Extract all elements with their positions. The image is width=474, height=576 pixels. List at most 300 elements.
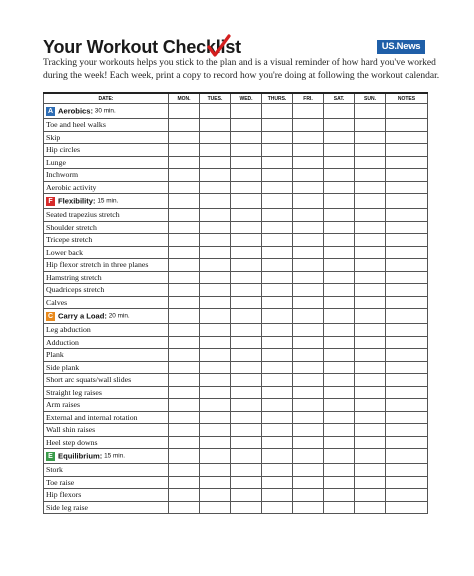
day-check-cell[interactable] (262, 436, 293, 449)
day-check-cell[interactable] (324, 156, 355, 169)
exercise-row (44, 221, 428, 234)
day-check-cell[interactable] (262, 501, 293, 514)
exercise-row (44, 156, 428, 169)
day-check-cell[interactable] (293, 476, 324, 489)
day-check-cell[interactable] (293, 336, 324, 349)
day-check-cell[interactable] (200, 131, 231, 144)
day-check-cell[interactable] (262, 374, 293, 387)
notes-cell[interactable] (386, 336, 428, 349)
day-check-cell[interactable] (262, 246, 293, 259)
day-check-cell[interactable] (262, 221, 293, 234)
day-check-cell[interactable] (293, 169, 324, 182)
day-check-cell[interactable] (324, 131, 355, 144)
day-check-cell[interactable] (324, 361, 355, 374)
day-check-cell[interactable] (262, 131, 293, 144)
day-check-cell[interactable] (355, 464, 386, 477)
column-header-sat: SAT. (324, 93, 355, 104)
day-check-cell[interactable] (293, 501, 324, 514)
day-check-cell[interactable] (355, 156, 386, 169)
blank-cell (293, 104, 324, 119)
exercise-row (44, 489, 428, 502)
exercise-row (44, 386, 428, 399)
day-check-cell[interactable] (169, 144, 200, 157)
day-check-cell[interactable] (169, 259, 200, 272)
day-check-cell[interactable] (355, 436, 386, 449)
day-check-cell[interactable] (324, 489, 355, 502)
notes-cell[interactable] (386, 144, 428, 157)
exercise-name: Arm raises (44, 399, 169, 412)
exercise-name: Toe raise (44, 476, 169, 489)
blank-cell (293, 194, 324, 209)
day-check-cell[interactable] (324, 411, 355, 424)
day-check-cell[interactable] (355, 399, 386, 412)
day-check-cell[interactable] (231, 476, 262, 489)
day-check-cell[interactable] (262, 234, 293, 247)
exercise-name: Hamstring stretch (44, 271, 169, 284)
section-duration: 15 min. (102, 452, 126, 460)
day-check-cell[interactable] (231, 386, 262, 399)
exercise-name: Tricepe stretch (44, 234, 169, 247)
notes-cell[interactable] (386, 246, 428, 259)
day-check-cell[interactable] (355, 246, 386, 259)
day-check-cell[interactable] (355, 259, 386, 272)
day-check-cell[interactable] (355, 234, 386, 247)
day-check-cell[interactable] (324, 336, 355, 349)
usnews-logo: US.News (377, 40, 425, 54)
day-check-cell[interactable] (200, 234, 231, 247)
section-duration: 20 min. (106, 312, 130, 320)
day-check-cell[interactable] (293, 181, 324, 194)
day-check-cell[interactable] (231, 234, 262, 247)
column-header-mon: MON. (169, 93, 200, 104)
notes-cell[interactable] (386, 476, 428, 489)
day-check-cell[interactable] (169, 246, 200, 259)
day-check-cell[interactable] (293, 246, 324, 259)
day-check-cell[interactable] (262, 181, 293, 194)
blank-cell (293, 309, 324, 324)
day-check-cell[interactable] (200, 424, 231, 437)
section-duration: 15 min. (95, 197, 119, 205)
day-check-cell[interactable] (293, 156, 324, 169)
notes-cell[interactable] (386, 156, 428, 169)
notes-cell[interactable] (386, 489, 428, 502)
exercise-row (44, 284, 428, 297)
blank-cell (169, 309, 200, 324)
notes-cell[interactable] (386, 181, 428, 194)
section-name: Aerobics: (58, 106, 94, 116)
day-check-cell[interactable] (293, 271, 324, 284)
day-check-cell[interactable] (355, 476, 386, 489)
day-check-cell[interactable] (262, 169, 293, 182)
day-check-cell[interactable] (324, 144, 355, 157)
day-check-cell[interactable] (200, 361, 231, 374)
blank-cell (262, 194, 293, 209)
day-check-cell[interactable] (169, 349, 200, 362)
day-check-cell[interactable] (231, 361, 262, 374)
notes-cell[interactable] (386, 386, 428, 399)
day-check-cell[interactable] (231, 221, 262, 234)
column-header-fri: FRI. (293, 93, 324, 104)
exercise-row (44, 169, 428, 182)
day-check-cell[interactable] (200, 144, 231, 157)
blank-cell (355, 194, 386, 209)
notes-cell[interactable] (386, 324, 428, 337)
day-check-cell[interactable] (231, 284, 262, 297)
exercise-row (44, 464, 428, 477)
day-check-cell[interactable] (169, 436, 200, 449)
day-check-cell[interactable] (262, 271, 293, 284)
day-check-cell[interactable] (262, 476, 293, 489)
day-check-cell[interactable] (200, 156, 231, 169)
blank-cell (169, 104, 200, 119)
day-check-cell[interactable] (324, 221, 355, 234)
notes-cell[interactable] (386, 501, 428, 514)
blank-cell (386, 194, 428, 209)
day-check-cell[interactable] (262, 386, 293, 399)
day-check-cell[interactable] (200, 221, 231, 234)
red-checkmark-icon (206, 33, 232, 59)
day-check-cell[interactable] (355, 424, 386, 437)
day-check-cell[interactable] (200, 349, 231, 362)
day-check-cell[interactable] (231, 324, 262, 337)
day-check-cell[interactable] (324, 424, 355, 437)
notes-cell[interactable] (386, 119, 428, 132)
blank-cell (324, 104, 355, 119)
section-header-row (44, 309, 428, 324)
day-check-cell[interactable] (262, 144, 293, 157)
day-check-cell[interactable] (293, 131, 324, 144)
day-check-cell[interactable] (293, 374, 324, 387)
exercise-name: Calves (44, 296, 169, 309)
blank-cell (200, 194, 231, 209)
column-header-sun: SUN. (355, 93, 386, 104)
day-check-cell[interactable] (355, 489, 386, 502)
day-check-cell[interactable] (231, 271, 262, 284)
notes-cell[interactable] (386, 374, 428, 387)
exercise-name: Lower back (44, 246, 169, 259)
day-check-cell[interactable] (200, 284, 231, 297)
section-letter-badge: C (47, 312, 54, 320)
day-check-cell[interactable] (169, 131, 200, 144)
day-check-cell[interactable] (355, 271, 386, 284)
day-check-cell[interactable] (200, 411, 231, 424)
day-check-cell[interactable] (293, 324, 324, 337)
day-check-cell[interactable] (231, 246, 262, 259)
section-title-cell (44, 194, 169, 209)
day-check-cell[interactable] (262, 324, 293, 337)
day-check-cell[interactable] (355, 374, 386, 387)
day-check-cell[interactable] (169, 411, 200, 424)
day-check-cell[interactable] (293, 284, 324, 297)
day-check-cell[interactable] (200, 246, 231, 259)
day-check-cell[interactable] (293, 234, 324, 247)
day-check-cell[interactable] (324, 464, 355, 477)
exercise-row (44, 424, 428, 437)
day-check-cell[interactable] (200, 259, 231, 272)
day-check-cell[interactable] (169, 209, 200, 222)
day-check-cell[interactable] (324, 501, 355, 514)
day-check-cell[interactable] (169, 296, 200, 309)
day-check-cell[interactable] (231, 259, 262, 272)
blank-cell (231, 309, 262, 324)
exercise-name: Seated trapezius stretch (44, 209, 169, 222)
blank-cell (386, 449, 428, 464)
exercise-row (44, 349, 428, 362)
day-check-cell[interactable] (200, 271, 231, 284)
day-check-cell[interactable] (200, 181, 231, 194)
day-check-cell[interactable] (355, 209, 386, 222)
day-check-cell[interactable] (262, 156, 293, 169)
day-check-cell[interactable] (169, 386, 200, 399)
day-check-cell[interactable] (293, 209, 324, 222)
day-check-cell[interactable] (231, 436, 262, 449)
day-check-cell[interactable] (200, 489, 231, 502)
day-check-cell[interactable] (169, 489, 200, 502)
day-check-cell[interactable] (169, 374, 200, 387)
day-check-cell[interactable] (231, 181, 262, 194)
notes-cell[interactable] (386, 399, 428, 412)
blank-cell (386, 104, 428, 119)
day-check-cell[interactable] (293, 119, 324, 132)
day-check-cell[interactable] (169, 424, 200, 437)
day-check-cell[interactable] (231, 156, 262, 169)
notes-cell[interactable] (386, 296, 428, 309)
day-check-cell[interactable] (355, 501, 386, 514)
day-check-cell[interactable] (355, 361, 386, 374)
day-check-cell[interactable] (262, 489, 293, 502)
exercise-row (44, 181, 428, 194)
section-letter-badge: A (47, 107, 54, 115)
day-check-cell[interactable] (231, 411, 262, 424)
day-check-cell[interactable] (200, 386, 231, 399)
notes-cell[interactable] (386, 169, 428, 182)
day-check-cell[interactable] (262, 296, 293, 309)
day-check-cell[interactable] (231, 169, 262, 182)
day-check-cell[interactable] (200, 119, 231, 132)
day-check-cell[interactable] (169, 336, 200, 349)
day-check-cell[interactable] (324, 259, 355, 272)
notes-cell[interactable] (386, 411, 428, 424)
day-check-cell[interactable] (200, 436, 231, 449)
notes-cell[interactable] (386, 221, 428, 234)
day-check-cell[interactable] (262, 399, 293, 412)
day-check-cell[interactable] (355, 411, 386, 424)
day-check-cell[interactable] (169, 464, 200, 477)
exercise-row (44, 271, 428, 284)
notes-cell[interactable] (386, 464, 428, 477)
page-title: Your Workout Checklist (43, 37, 241, 57)
notes-cell[interactable] (386, 131, 428, 144)
day-check-cell[interactable] (293, 349, 324, 362)
blank-cell (355, 449, 386, 464)
day-check-cell[interactable] (231, 349, 262, 362)
day-check-cell[interactable] (231, 374, 262, 387)
notes-cell[interactable] (386, 209, 428, 222)
day-check-cell[interactable] (293, 259, 324, 272)
exercise-row (44, 119, 428, 132)
section-header-row (44, 449, 428, 464)
day-check-cell[interactable] (231, 296, 262, 309)
day-check-cell[interactable] (293, 489, 324, 502)
day-check-cell[interactable] (324, 296, 355, 309)
exercise-name: Skip (44, 131, 169, 144)
notes-cell[interactable] (386, 271, 428, 284)
day-check-cell[interactable] (169, 476, 200, 489)
day-check-cell[interactable] (231, 424, 262, 437)
notes-cell[interactable] (386, 436, 428, 449)
day-check-cell[interactable] (169, 119, 200, 132)
day-check-cell[interactable] (200, 374, 231, 387)
day-check-cell[interactable] (324, 324, 355, 337)
exercise-row (44, 259, 428, 272)
day-check-cell[interactable] (324, 476, 355, 489)
exercise-row (44, 234, 428, 247)
day-check-cell[interactable] (324, 209, 355, 222)
notes-cell[interactable] (386, 259, 428, 272)
day-check-cell[interactable] (355, 336, 386, 349)
day-check-cell[interactable] (355, 181, 386, 194)
day-check-cell[interactable] (324, 271, 355, 284)
exercise-name: Straight leg raises (44, 386, 169, 399)
day-check-cell[interactable] (169, 324, 200, 337)
exercise-row (44, 361, 428, 374)
day-check-cell[interactable] (293, 464, 324, 477)
day-check-cell[interactable] (324, 349, 355, 362)
exercise-name: Hip flexors (44, 489, 169, 502)
day-check-cell[interactable] (293, 296, 324, 309)
notes-cell[interactable] (386, 361, 428, 374)
day-check-cell[interactable] (169, 284, 200, 297)
day-check-cell[interactable] (169, 169, 200, 182)
day-check-cell[interactable] (200, 336, 231, 349)
day-check-cell[interactable] (262, 209, 293, 222)
day-check-cell[interactable] (200, 399, 231, 412)
day-check-cell[interactable] (231, 464, 262, 477)
day-check-cell[interactable] (355, 119, 386, 132)
day-check-cell[interactable] (355, 386, 386, 399)
day-check-cell[interactable] (324, 246, 355, 259)
exercise-name: Plank (44, 349, 169, 362)
day-check-cell[interactable] (293, 144, 324, 157)
day-check-cell[interactable] (324, 234, 355, 247)
day-check-cell[interactable] (355, 131, 386, 144)
section-name: Carry a Load: (58, 311, 107, 321)
day-check-cell[interactable] (262, 349, 293, 362)
day-check-cell[interactable] (324, 169, 355, 182)
exercise-row (44, 324, 428, 337)
day-check-cell[interactable] (293, 386, 324, 399)
exercise-name: External and internal rotation (44, 411, 169, 424)
day-check-cell[interactable] (293, 221, 324, 234)
notes-cell[interactable] (386, 284, 428, 297)
exercise-name: Lunge (44, 156, 169, 169)
day-check-cell[interactable] (355, 284, 386, 297)
day-check-cell[interactable] (262, 259, 293, 272)
day-check-cell[interactable] (324, 284, 355, 297)
day-check-cell[interactable] (293, 411, 324, 424)
notes-cell[interactable] (386, 234, 428, 247)
blank-cell (262, 449, 293, 464)
day-check-cell[interactable] (355, 349, 386, 362)
day-check-cell[interactable] (231, 131, 262, 144)
day-check-cell[interactable] (169, 501, 200, 514)
day-check-cell[interactable] (324, 119, 355, 132)
blank-cell (231, 194, 262, 209)
day-check-cell[interactable] (231, 489, 262, 502)
blank-cell (262, 309, 293, 324)
day-check-cell[interactable] (355, 324, 386, 337)
day-check-cell[interactable] (293, 399, 324, 412)
day-check-cell[interactable] (262, 336, 293, 349)
day-check-cell[interactable] (231, 144, 262, 157)
day-check-cell[interactable] (200, 501, 231, 514)
day-check-cell[interactable] (200, 324, 231, 337)
day-check-cell[interactable] (324, 399, 355, 412)
day-check-cell[interactable] (200, 464, 231, 477)
day-check-cell[interactable] (169, 221, 200, 234)
intro-text: Tracking your workouts helps you stick to the plan and is a visual reminder of how hard you've worked during the week! Each week, print a copy to record how you're doing at following the workout calendar. (43, 58, 440, 81)
day-check-cell[interactable] (324, 374, 355, 387)
day-check-cell[interactable] (231, 501, 262, 514)
notes-cell[interactable] (386, 424, 428, 437)
day-check-cell[interactable] (169, 361, 200, 374)
day-check-cell[interactable] (262, 424, 293, 437)
exercise-name: Hip circles (44, 144, 169, 157)
day-check-cell[interactable] (231, 336, 262, 349)
day-check-cell[interactable] (293, 424, 324, 437)
day-check-cell[interactable] (355, 144, 386, 157)
day-check-cell[interactable] (262, 464, 293, 477)
exercise-row (44, 209, 428, 222)
day-check-cell[interactable] (231, 119, 262, 132)
exercise-name: Stork (44, 464, 169, 477)
day-check-cell[interactable] (169, 156, 200, 169)
blank-cell (324, 449, 355, 464)
day-check-cell[interactable] (169, 234, 200, 247)
day-check-cell[interactable] (324, 181, 355, 194)
day-check-cell[interactable] (293, 436, 324, 449)
day-check-cell[interactable] (355, 296, 386, 309)
exercise-name: Adduction (44, 336, 169, 349)
exercise-name: Leg abduction (44, 324, 169, 337)
day-check-cell[interactable] (262, 119, 293, 132)
day-check-cell[interactable] (169, 181, 200, 194)
day-check-cell[interactable] (231, 399, 262, 412)
day-check-cell[interactable] (169, 399, 200, 412)
day-check-cell[interactable] (200, 296, 231, 309)
exercise-row (44, 246, 428, 259)
day-check-cell[interactable] (200, 476, 231, 489)
day-check-cell[interactable] (200, 209, 231, 222)
workout-table (43, 92, 428, 514)
day-check-cell[interactable] (324, 436, 355, 449)
day-check-cell[interactable] (262, 411, 293, 424)
day-check-cell[interactable] (169, 271, 200, 284)
day-check-cell[interactable] (262, 284, 293, 297)
exercise-name: Inchworm (44, 169, 169, 182)
day-check-cell[interactable] (231, 209, 262, 222)
day-check-cell[interactable] (262, 361, 293, 374)
notes-cell[interactable] (386, 349, 428, 362)
exercise-name: Side plank (44, 361, 169, 374)
day-check-cell[interactable] (200, 169, 231, 182)
day-check-cell[interactable] (355, 169, 386, 182)
day-check-cell[interactable] (355, 221, 386, 234)
day-check-cell[interactable] (324, 386, 355, 399)
day-check-cell[interactable] (293, 361, 324, 374)
blank-cell (169, 194, 200, 209)
section-header-row (44, 104, 428, 119)
